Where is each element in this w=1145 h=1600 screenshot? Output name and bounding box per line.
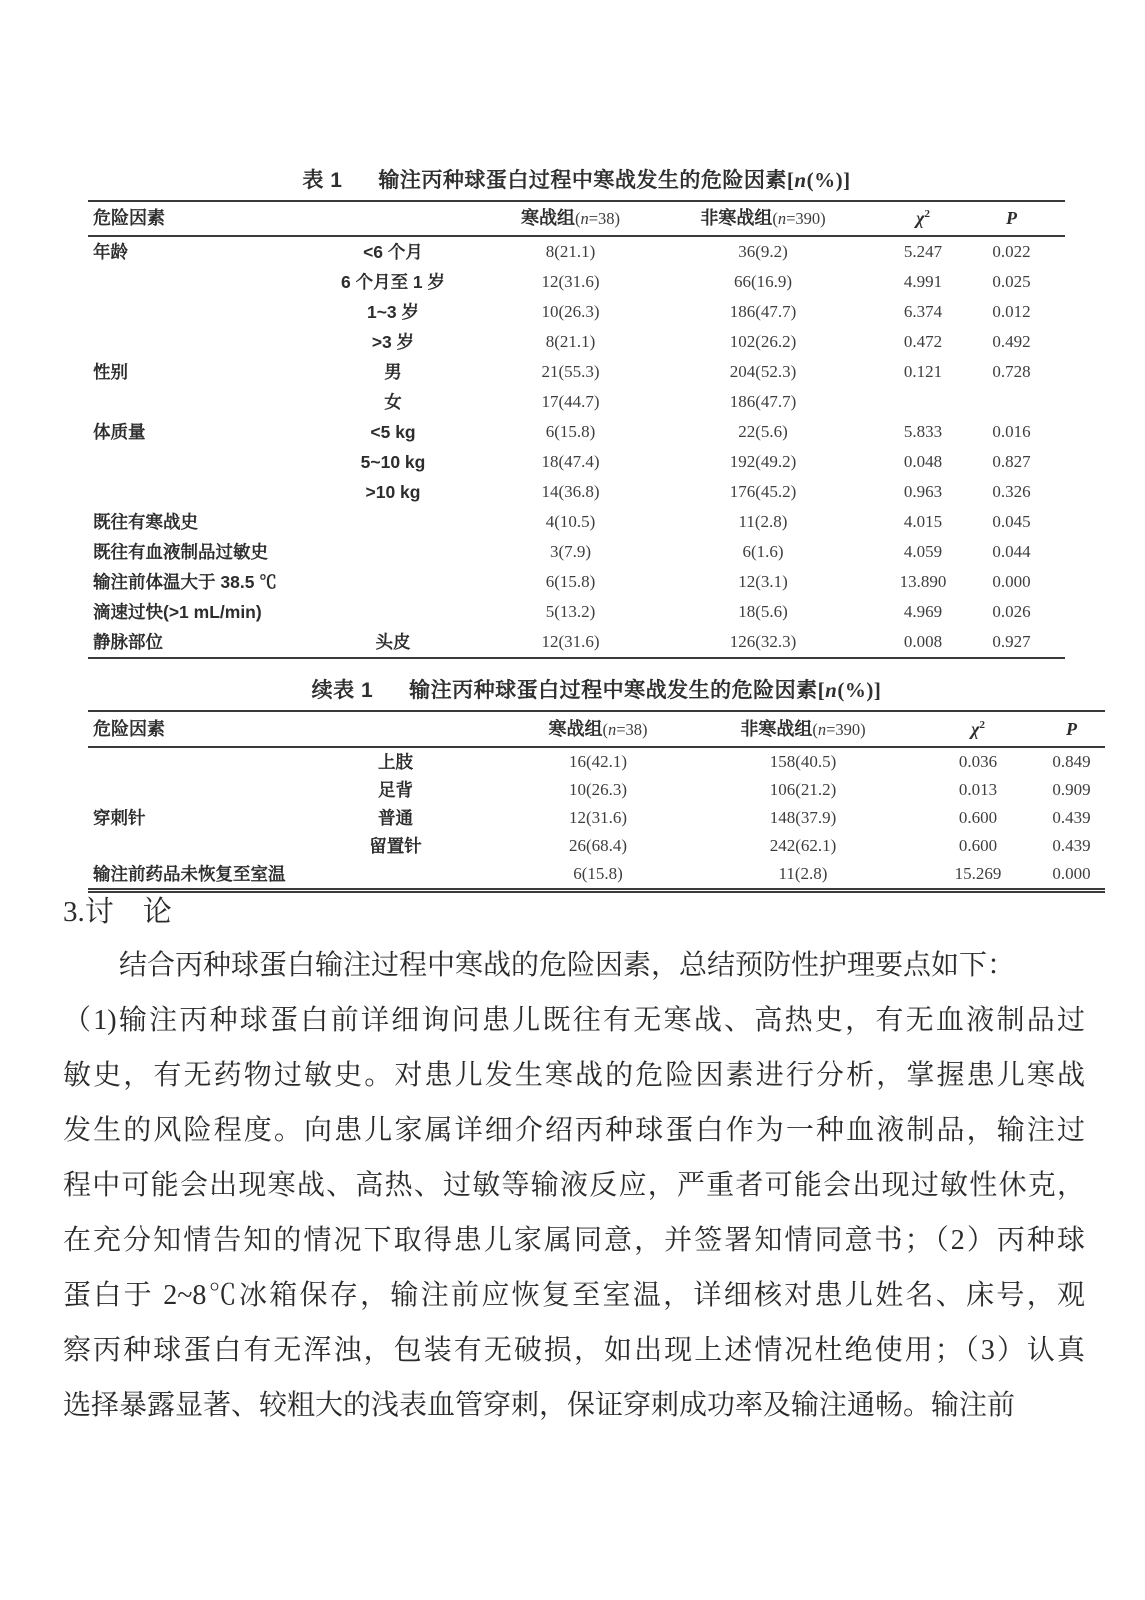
table-cell: 15.269 [954, 864, 1002, 883]
table-cell [88, 327, 283, 357]
table-cell: 18(47.4) [541, 452, 600, 471]
table-cell [283, 860, 508, 888]
table-row [88, 597, 1065, 627]
table2-body [88, 748, 1105, 888]
column-header-p-value: P [1006, 208, 1017, 228]
column-header-nonchill-group: 非寒战组(n=390) [700, 208, 826, 228]
table-cell: 0.008 [903, 632, 943, 651]
table-cell: 16(42.1) [568, 752, 628, 771]
table-cell: 158(40.5) [769, 752, 837, 771]
table-cell [88, 832, 283, 860]
table-cell: 0.439 [1052, 808, 1091, 827]
table-cell: 126(32.3) [729, 632, 797, 651]
table-cell: 0.016 [992, 422, 1031, 441]
table-cell: 男 [384, 362, 402, 382]
paragraph-line: 发生的风险程度。向患儿家属详细介绍丙种球蛋白作为一种血液制品，输注过 [63, 1115, 1085, 1146]
table-cell: 13.890 [899, 572, 947, 591]
table-cell: 0.121 [903, 362, 943, 381]
table-cell: 6(15.8) [545, 422, 596, 441]
table-cell: 普通 [378, 808, 413, 828]
table-cell: 22(5.6) [738, 422, 788, 441]
table-cell: 242(62.1) [769, 836, 837, 855]
table-cell: 14(36.8) [541, 482, 600, 501]
table1-caption [88, 166, 1065, 195]
table-cell: 0.000 [1052, 864, 1091, 883]
table-cell: 5.833 [903, 422, 943, 441]
table-cell: 0.927 [992, 632, 1031, 651]
paragraph-line: 察丙种球蛋白有无浑浊，包装有无破损，如出现上述情况杜绝使用；（3）认真 [63, 1335, 1085, 1366]
table-cell: 0.013 [958, 780, 998, 799]
table-cell: 4.059 [903, 542, 943, 561]
table-cell [88, 477, 283, 507]
table-cell: 10(26.3) [568, 780, 628, 799]
paragraph-line: 蛋白于 2~8℃冰箱保存，输注前应恢复至室温，详细核对患儿姓名、床号，观 [63, 1280, 1085, 1311]
table-cell: 0.326 [992, 482, 1031, 501]
table-cell: 36(9.2) [738, 242, 788, 261]
paragraph-line: 结合丙种球蛋白输注过程中寒战的危险因素，总结预防性护理要点如下： [119, 950, 1016, 981]
table-cell: 0.600 [958, 808, 998, 827]
table-cell: 6.374 [903, 302, 943, 321]
table-cell: 6(15.8) [573, 864, 623, 883]
table-cell: 4.015 [903, 512, 943, 531]
table-cell: 12(31.6) [541, 272, 600, 291]
table-cell: 穿刺针 [93, 808, 146, 828]
table-cell: 头皮 [375, 632, 411, 652]
table-cell: 6(15.8) [545, 572, 596, 591]
table-row [88, 567, 1065, 597]
table-cell: <5 kg [370, 422, 416, 442]
table-cell [88, 387, 283, 417]
column-header-chi-square: $\chi^2$ [916, 208, 930, 228]
table-cell: 足背 [378, 780, 413, 800]
table-cell [283, 597, 503, 627]
table-cell: 11(2.8) [738, 512, 788, 531]
table-cell [88, 297, 283, 327]
paragraph-line: 程中可能会出现寒战、高热、过敏等输液反应，严重者可能会出现过敏性休克， [63, 1170, 1085, 1201]
table-cell: 0.022 [992, 242, 1031, 261]
table-cell: 0.439 [1052, 836, 1091, 855]
table-cell: 6(1.6) [742, 542, 784, 561]
table-row [88, 357, 1065, 387]
table-cell: 12(31.6) [568, 808, 628, 827]
table-cell: 既往有寒战史 [93, 512, 198, 532]
table-row [88, 387, 1065, 417]
table-cell [283, 567, 503, 597]
table-cell: 8(21.1) [545, 242, 596, 261]
table-cell: 0.472 [903, 332, 943, 351]
table-cell: 186(47.7) [729, 392, 797, 411]
table-cell: 106(21.2) [769, 780, 837, 799]
table-cell: 0.963 [903, 482, 943, 501]
table-cell: 6 个月至 1 岁 [340, 272, 446, 292]
table2-caption-label: 续表 1 [311, 679, 374, 702]
table-cell: 26(68.4) [568, 836, 628, 855]
table-cell: 0.492 [992, 332, 1031, 351]
table-cell: 0.600 [958, 836, 998, 855]
table-row [88, 804, 1105, 832]
column-header-chi-square: $\chi^2$ [971, 719, 985, 739]
table-row [88, 297, 1065, 327]
column-header-subcategory [283, 712, 508, 747]
risk-factors-table-1 [88, 200, 1065, 659]
table-cell: 192(49.2) [729, 452, 797, 471]
table-cell: 5.247 [903, 242, 943, 261]
table-cell: 0.849 [1052, 752, 1091, 771]
risk-factors-table-1-continued [88, 710, 1105, 893]
table-cell: 21(55.3) [541, 362, 600, 381]
discussion-paragraph [63, 938, 1085, 1433]
table-cell: 12(31.6) [541, 632, 600, 651]
table-cell: 0.728 [992, 362, 1031, 381]
table-row [88, 537, 1065, 567]
table-row [88, 477, 1065, 507]
table-cell: 输注前体温大于 38.5 ℃ [93, 572, 277, 592]
table1-header-row [88, 202, 1065, 237]
table-row [88, 327, 1065, 357]
table-cell: 0.045 [992, 512, 1031, 531]
table-cell: 17(44.7) [541, 392, 600, 411]
column-header-chill-group: 寒战组(n=38) [520, 208, 621, 228]
table-cell: 102(26.2) [729, 332, 797, 351]
table-cell: 0.036 [958, 752, 998, 771]
table-cell: 性别 [93, 362, 128, 382]
table-cell [88, 748, 283, 776]
table-cell: 4.969 [903, 602, 943, 621]
table1-caption-bracket: [n(%)] [786, 168, 851, 192]
table-row [88, 748, 1105, 776]
table-cell: >10 kg [365, 482, 421, 502]
table2-caption [88, 676, 1105, 705]
table-cell: 5(13.2) [545, 602, 596, 621]
table-row [88, 237, 1065, 267]
table-cell: 10(26.3) [541, 302, 600, 321]
table-cell [283, 507, 503, 537]
table-cell: 4.991 [903, 272, 943, 291]
table-cell [88, 776, 283, 804]
table-cell: 186(47.7) [729, 302, 797, 321]
table-cell: 176(45.2) [729, 482, 797, 501]
table-cell: 0.827 [992, 452, 1031, 471]
column-header-chill-group: 寒战组(n=38) [548, 719, 648, 739]
discussion-section-heading: 3.讨 论 [63, 896, 172, 928]
table2-caption-bracket: [n(%)] [817, 678, 882, 702]
table-cell: 留置针 [369, 836, 422, 856]
table1-caption-title: 输注丙种球蛋白过程中寒战发生的危险因素 [378, 169, 787, 192]
table1-body [88, 237, 1065, 657]
paragraph-line: （1)输注丙种球蛋白前详细询问患儿既往有无寒战、高热史，有无血液制品过 [63, 1005, 1085, 1036]
table-cell: 5~10 kg [360, 452, 426, 472]
column-header-risk-factor: 危险因素 [93, 208, 165, 228]
table-cell: <6 个月 [363, 242, 423, 262]
table-cell: 输注前药品未恢复至室温 [93, 864, 286, 884]
table-cell [283, 537, 503, 567]
table-cell: 上肢 [378, 752, 413, 772]
paragraph-line: 敏史，有无药物过敏史。对患儿发生寒战的危险因素进行分析，掌握患儿寒战 [63, 1060, 1085, 1091]
table-cell: 204(52.3) [729, 362, 797, 381]
table-cell: 0.026 [992, 602, 1031, 621]
table-cell: 66(16.9) [733, 272, 793, 291]
table-cell: 1~3 岁 [366, 302, 420, 322]
table-cell: 0.000 [992, 572, 1031, 591]
table-cell: 0.048 [903, 452, 943, 471]
table-row [88, 267, 1065, 297]
column-header-subcategory [283, 202, 503, 235]
table-row [88, 776, 1105, 804]
table-cell: 0.044 [992, 542, 1031, 561]
table-cell: 年龄 [93, 242, 128, 262]
table-cell: 0.025 [992, 272, 1031, 291]
table-cell: 8(21.1) [545, 332, 596, 351]
table2-caption-title: 输注丙种球蛋白过程中寒战发生的危险因素 [409, 679, 818, 702]
table-cell: 静脉部位 [93, 632, 163, 652]
column-header-nonchill-group: 非寒战组(n=390) [740, 719, 866, 739]
column-header-risk-factor: 危险因素 [93, 719, 165, 739]
table-cell: 148(37.9) [769, 808, 837, 827]
table-cell [88, 267, 283, 297]
table2-header-row [88, 712, 1105, 748]
table-cell: 女 [384, 392, 402, 412]
column-header-p-value: P [1066, 719, 1077, 739]
table-cell: 12(3.1) [738, 572, 788, 591]
table-cell: 既往有血液制品过敏史 [93, 542, 268, 562]
table-cell: >3 岁 [371, 332, 415, 352]
table-cell [88, 447, 283, 477]
table-row [88, 860, 1105, 888]
table-cell [888, 387, 958, 417]
table-cell: 0.012 [992, 302, 1031, 321]
table-row [88, 417, 1065, 447]
paragraph-line: 在充分知情告知的情况下取得患儿家属同意，并签署知情同意书；（2）丙种球 [63, 1225, 1085, 1256]
paragraph-line: 选择暴露显著、较粗大的浅表血管穿刺，保证穿刺成功率及输注通畅。输注前 [63, 1390, 1016, 1421]
table-cell: 11(2.8) [778, 864, 828, 883]
table-cell: 0.909 [1052, 780, 1091, 799]
table1-caption-label: 表 1 [302, 169, 343, 192]
table-row [88, 832, 1105, 860]
table-row [88, 507, 1065, 537]
table-row [88, 447, 1065, 477]
table-cell: 18(5.6) [738, 602, 788, 621]
table-cell: 体质量 [93, 422, 146, 442]
table-cell [958, 387, 1065, 417]
table-row [88, 627, 1065, 657]
table-cell: 滴速过快(>1 mL/min) [93, 602, 262, 622]
table-cell: 3(7.9) [549, 542, 592, 561]
table-cell: 4(10.5) [545, 512, 596, 531]
